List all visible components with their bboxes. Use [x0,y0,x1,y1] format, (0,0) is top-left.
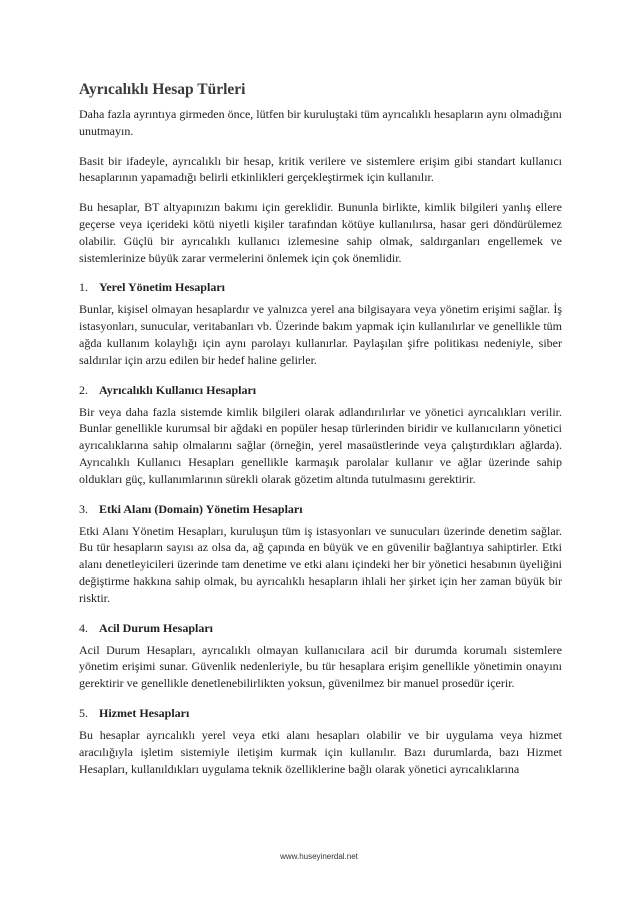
section-number: 1. [79,280,88,295]
section-heading [79,279,562,295]
section-heading [79,382,562,398]
section-body: Acil Durum Hesapları, ayrıcalıklı olmayan kullanıcılara acil bir durumda korumalı sistemlere yönetim erişimi sunar. Güvenlik nedenleriyle, bu tür hesaplara erişim genellikle yönetimin onayını gerektirir ve genellikle denetlenebilirlikten yoksun, güvenilmez bir manuel prosedür içerir. [79,642,562,691]
intro-paragraph: Bu hesaplar, BT altyapınızın bakımı için gereklidir. Bununla birlikte, kimlik bilgileri yanlış ellere geçerse veya içerideki kötü niyetli kişiler tarafından kötüye kullanılırsa, hasar geri döndürülemez olabilir. Güçlü bir ayrıcalıklı kullanıcı izlemesine sahip olmak, saldırganları engellemek ve sistemlerinize büyük zarar vermelerini önlemek için çok önemlidir. [79,200,562,265]
section-number: 2. [79,382,88,397]
intro-paragraph: Daha fazla ayrıntıya girmeden önce, lütfen bir kuruluştaki tüm ayrıcalıklı hesapların aynı olmadığını unutmayın. [79,107,562,138]
document-title: Ayrıcalıklı Hesap Türleri [79,81,246,98]
section-body: Bu hesaplar ayrıcalıklı yerel veya etki alanı hesapları olabilir ve bir uygulama veya hizmet aracılığıyla işletim sistemiyle iletişim kurmak için kullanılır. Bazı durumlarda, bazı Hizmet Hesapları, kullanıldıkları uygulama teknik özelliklerine bağlı olarak yönetici ayrıcalıklarına [79,727,562,776]
section-title: Ayrıcalıklı Kullanıcı Hesapları [99,382,257,397]
intro-paragraph: Basit bir ifadeyle, ayrıcalıklı bir hesap, kritik verilere ve sistemlere erişim gibi standart kullanıcı hesaplarının yapamadığı belirli etkinlikleri gerçekleştirmek için kullanılır. [79,153,562,185]
document-page [79,80,562,790]
section-title: Etki Alanı (Domain) Yönetim Hesapları [99,501,303,516]
section-title: Acil Durum Hesapları [99,620,213,635]
section-body: Bunlar, kişisel olmayan hesaplardır ve yalnızca yerel ana bilgisayara veya yönetim erişimi sağlar. İş istasyonları, sunucular, veritabanları vb. Üzerinde bakım yapmak için kullanılırlar ve genellikle tüm ağda kullanım kolaylığı için aynı parolayı kullanırlar. Paylaşılan şifre politikası nedeniyle, siber saldırılar için arzu edilen bir hedef haline gelirler. [79,302,562,367]
section-number: 4. [79,620,88,635]
section-heading [79,705,562,721]
section-number: 5. [79,705,88,720]
section-heading [79,501,562,517]
section-title: Yerel Yönetim Hesapları [99,280,225,295]
section-title: Hizmet Hesapları [99,705,190,720]
section-heading [79,620,562,636]
section-number: 3. [79,501,88,516]
section-body: Etki Alanı Yönetim Hesapları, kuruluşun tüm iş istasyonları ve sunucuları üzerinde denetim sağlar. Bu tür hesapların sayısı az olsa da, ağ çapında en büyük ve en güvenilir bağlantıya sahiptirler. Etki alanı denetleyicileri üzerinde tam denetime ve etki alanı içindeki her bir yönetici hesabının üyeliğini değiştirme hakkına sahip olmak, bu ayrıcalıklı hesapların ihlali her şirket için her zaman büyük bir risktir. [79,523,562,605]
section-body: Bir veya daha fazla sistemde kimlik bilgileri olarak adlandırılırlar ve yönetici ayrıcalıkları verilir. Bunlar genellikle kurumsal bir ağdaki en popüler hesap türlerinden biridir ve kullanıcıların yönetici ayrıcalıklarına sahip olmalarını sağlar (örneğin, yerel masaüstlerinde veya çalıştırdıkları ağlarda). Ayrıcalıklı Kullanıcı Hesapları genellikle karmaşık parolalar kullanır ve ağlar üzerinde sahip oldukları güç, kullanımlarının sürekli olarak gözetim altında tutulmasını gerektirir. [79,404,562,486]
footer-url: www.huseyinerdal.net [280,852,358,861]
